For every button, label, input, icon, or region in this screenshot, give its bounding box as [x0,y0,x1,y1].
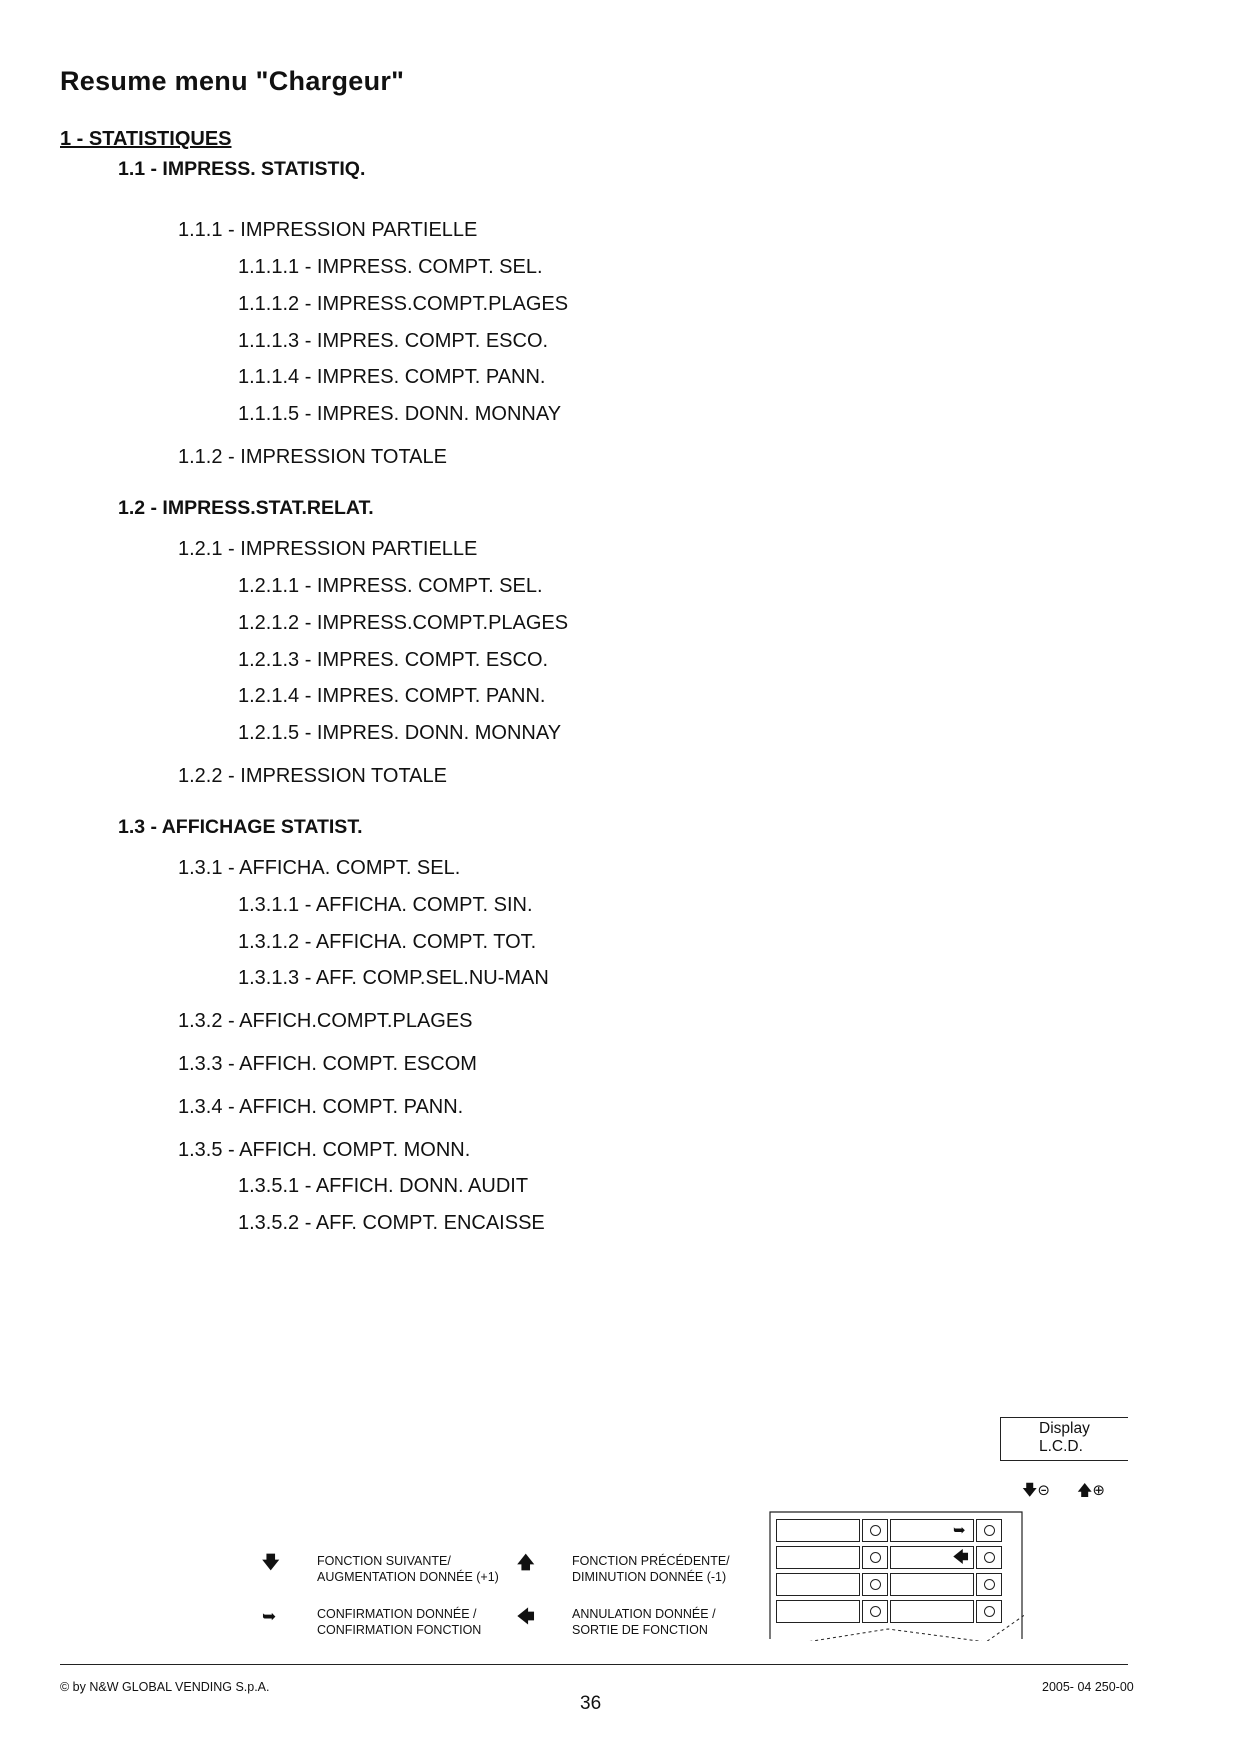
menu-item-1-1-1-4: 1.1.1.4 - IMPRES. COMPT. PANN. [238,366,546,388]
legend-line: CONFIRMATION FONCTION [317,1623,482,1637]
arrow-turn-right-icon: ➥ [953,1522,966,1539]
footer-divider [60,1664,1128,1665]
circle-icon [870,1552,881,1563]
menu-item-1-3-1: 1.3.1 - AFFICHA. COMPT. SEL. [178,857,461,879]
footer-copyright: © by N&W GLOBAL VENDING S.p.A. [60,1680,270,1694]
menu-item-1-2-1-1: 1.2.1.1 - IMPRESS. COMPT. SEL. [238,575,543,597]
menu-item-1-2-2: 1.2.2 - IMPRESSION TOTALE [178,765,447,787]
display-label-line: Display [1039,1420,1090,1437]
menu-item-1-3-1-1: 1.3.1.1 - AFFICHA. COMPT. SIN. [238,894,533,916]
menu-item-1-3-1-3: 1.3.1.3 - AFF. COMP.SEL.NU-MAN [238,967,549,989]
menu-item-1-1: 1.1 - IMPRESS. STATISTIQ. [118,158,366,180]
legend-next-function [317,1553,499,1585]
menu-item-1-3-4: 1.3.4 - AFFICH. COMPT. PANN. [178,1096,464,1118]
legend-line: ANNULATION DONNÉE / [572,1607,716,1621]
arrow-left-icon: 🡄 [517,1607,535,1626]
legend-line: AUGMENTATION DONNÉE (+1) [317,1570,499,1584]
menu-item-1-1-1-1: 1.1.1.1 - IMPRESS. COMPT. SEL. [238,256,543,278]
menu-item-1-3: 1.3 - AFFICHAGE STATIST. [118,816,363,838]
circle-icon [870,1525,881,1536]
display-lcd-label [1000,1417,1128,1461]
menu-item-1-1-1-5: 1.1.1.5 - IMPRES. DONN. MONNAY [238,403,562,425]
keypad-key [776,1546,860,1569]
menu-item-1-2: 1.2 - IMPRESS.STAT.RELAT. [118,497,374,519]
keypad-key [776,1600,860,1623]
arrow-up-icon: 🡅 [517,1553,535,1572]
menu-item-1-1-1: 1.1.1 - IMPRESSION PARTIELLE [178,219,478,241]
menu-item-1-3-3: 1.3.3 - AFFICH. COMPT. ESCOM [178,1053,477,1075]
keypad-key-cancel [890,1546,974,1569]
legend-line: CONFIRMATION DONNÉE / [317,1607,477,1621]
keypad-key-confirm [890,1519,974,1542]
keypad-panel [768,1511,1024,1641]
display-label-line: L.C.D. [1039,1438,1083,1455]
legend-cancel [572,1606,716,1638]
circle-icon [984,1579,995,1590]
keypad-knob [976,1600,1002,1623]
keypad-knob [862,1546,888,1569]
menu-item-1-3-5-1: 1.3.5.1 - AFFICH. DONN. AUDIT [238,1175,529,1197]
menu-item-1-2-1: 1.2.1 - IMPRESSION PARTIELLE [178,538,478,560]
legend-line: FONCTION SUIVANTE/ [317,1554,451,1568]
keypad-key [776,1573,860,1596]
circle-icon [984,1525,995,1536]
page-number: 36 [580,1693,602,1714]
menu-item-1-3-5: 1.3.5 - AFFICH. COMPT. MONN. [178,1139,471,1161]
key-hint-down-minus: 🡇⊝ [1022,1482,1050,1499]
menu-item-1-1-2: 1.1.2 - IMPRESSION TOTALE [178,446,447,468]
keypad-key [890,1573,974,1596]
circle-icon [870,1606,881,1617]
legend-line: DIMINUTION DONNÉE (-1) [572,1570,727,1584]
menu-item-1-3-5-2: 1.3.5.2 - AFF. COMPT. ENCAISSE [238,1212,545,1234]
legend-line: FONCTION PRÉCÉDENTE/ [572,1554,730,1568]
menu-item-1-1-1-3: 1.1.1.3 - IMPRES. COMPT. ESCO. [238,330,549,352]
menu-item-1-1-1-2: 1.1.1.2 - IMPRESS.COMPT.PLAGES [238,293,569,315]
legend-previous-function [572,1553,730,1585]
menu-item-1-2-1-5: 1.2.1.5 - IMPRES. DONN. MONNAY [238,722,562,744]
menu-item-1-2-1-4: 1.2.1.4 - IMPRES. COMPT. PANN. [238,685,546,707]
keypad-knob [862,1573,888,1596]
keypad-key [776,1519,860,1542]
keypad-knob [976,1519,1002,1542]
key-hint-up-plus: 🡅⊕ [1077,1482,1105,1499]
arrow-left-icon: 🡄 [953,1549,969,1566]
keypad-knob [862,1519,888,1542]
circle-icon [870,1579,881,1590]
menu-item-1-2-1-3: 1.2.1.3 - IMPRES. COMPT. ESCO. [238,649,549,671]
menu-item-1-3-1-2: 1.3.1.2 - AFFICHA. COMPT. TOT. [238,931,537,953]
menu-item-1-2-1-2: 1.2.1.2 - IMPRESS.COMPT.PLAGES [238,612,569,634]
keypad-knob [862,1600,888,1623]
legend-line: SORTIE DE FONCTION [572,1623,708,1637]
keypad-knob [976,1573,1002,1596]
section-heading-statistiques: 1 - STATISTIQUES [60,128,232,150]
menu-item-1-3-2: 1.3.2 - AFFICH.COMPT.PLAGES [178,1010,473,1032]
keypad-knob [976,1546,1002,1569]
page-title: Resume menu "Chargeur" [60,66,405,96]
legend-confirm [317,1606,481,1638]
keypad-key [890,1600,974,1623]
circle-icon [984,1552,995,1563]
arrow-down-icon: 🡇 [262,1553,280,1572]
circle-icon [984,1606,995,1617]
footer-document-code: 2005- 04 250-00 [1042,1680,1134,1694]
arrow-turn-right-icon: ➥ [262,1607,277,1626]
